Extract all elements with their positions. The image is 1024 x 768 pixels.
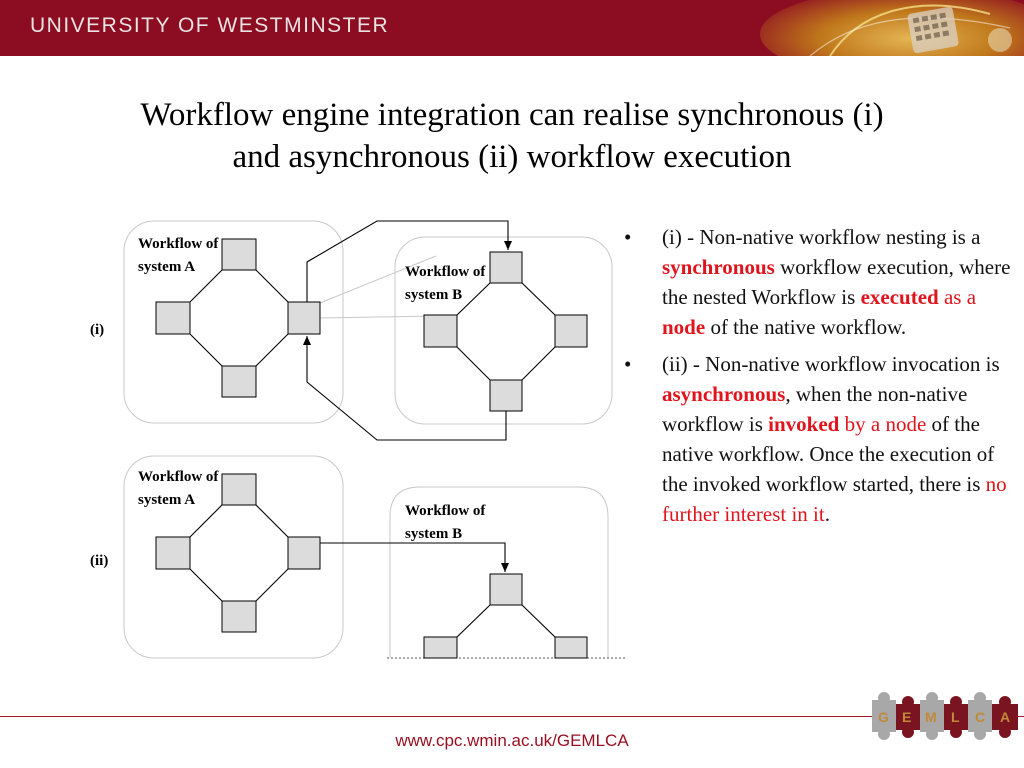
sync-a-node-left (156, 302, 190, 334)
bullet-text-1-part-4: executed (860, 285, 939, 309)
bullet-text-2-part-8: . (824, 502, 830, 526)
sync-a-node-bottom (222, 366, 256, 397)
gemlca-piece-3 (920, 692, 944, 740)
async-b-node-left (424, 637, 457, 658)
gemlca-piece-4 (944, 696, 968, 738)
gemlca-letter-4: L (951, 709, 960, 725)
bullet-text-2-part-3: , when the non-native workflow is (662, 382, 968, 436)
async-b-node-right (555, 637, 587, 658)
gemlca-letter-1: G (878, 709, 889, 725)
university-name: UNIVERSITY OF WESTMINSTER (30, 14, 390, 37)
sync-b-node-top (490, 252, 522, 283)
gemlca-letter-3: M (925, 709, 937, 725)
bullet-text-1-part-1: (i) - Non-native workflow nesting is a (662, 225, 981, 249)
sync-system-b-label-line-1: Workflow of (405, 264, 486, 280)
slide-title-line-1: Workflow engine integration can realise synchronous (i) (140, 97, 884, 133)
async-system-a-label-line-1: Workflow of (138, 469, 219, 485)
async-system-b-label-line-2: system B (405, 526, 463, 542)
bullet-text-1-part-5: as a (938, 285, 977, 309)
async-a-node-right (288, 537, 320, 569)
bullet-text-2-part-4: invoked (768, 412, 840, 436)
sync-system-a-label-line-2: system A (138, 259, 196, 275)
async-a-node-top (222, 474, 256, 505)
gemlca-piece-2 (896, 696, 920, 738)
async-system-a-label-line-2: system A (138, 492, 196, 508)
explanation-bullets (622, 222, 1017, 536)
bullet-text-2-part-6: of the native workflow. Once the execution of the invoked workflow started, there is (662, 412, 995, 496)
async-a-node-bottom (222, 601, 256, 632)
bullet-text-1-part-2: synchronous (662, 255, 775, 279)
bullet-text-2-part-1: (ii) - Non-native workflow invocation is (662, 352, 1000, 376)
bullet-text-1-part-3: workflow execution, where the nested Workflow is (662, 255, 1011, 309)
bullet-text-1-part-7: of the native workflow. (705, 315, 907, 339)
bullet-text-2-part-5: by a node (839, 412, 927, 436)
gemlca-piece-6 (992, 696, 1018, 738)
sync-b-node-left (424, 315, 457, 347)
bullet-text-2-part-7: no further interest in it (662, 472, 1007, 526)
gemlca-letter-5: C (975, 709, 986, 725)
bullet-text-2-part-2: asynchronous (662, 382, 786, 406)
async-b-node-top (490, 574, 522, 605)
sync-system-b-label-line-2: system B (405, 287, 463, 303)
slide-title-line-2: and asynchronous (ii) workflow execution (232, 139, 792, 175)
gemlca-letter-6: A (1000, 709, 1011, 725)
footer-url-link[interactable]: www.cpc.wmin.ac.uk/GEMLCA (395, 731, 629, 750)
sync-b-node-right (555, 315, 587, 347)
sync-b-node-bottom (490, 380, 522, 411)
bullet-asynchronous (622, 349, 1017, 529)
row-ii-label: (ii) (90, 553, 109, 569)
gemlca-puzzle-logo (868, 682, 1024, 752)
gemlca-piece-5 (968, 692, 992, 740)
async-system-b-label-line-1: Workflow of (405, 503, 486, 519)
sync-a-node-top (222, 239, 256, 270)
bullet-text-1-part-6: node (662, 315, 706, 339)
row-i-label: (i) (90, 322, 105, 338)
sync-system-a-label-line-1: Workflow of (138, 236, 219, 252)
bullet-synchronous (622, 222, 1017, 342)
gemlca-letter-2: E (902, 709, 912, 725)
gemlca-piece-1 (872, 692, 896, 740)
sync-a-node-right (288, 302, 320, 334)
async-a-node-left (156, 537, 190, 569)
